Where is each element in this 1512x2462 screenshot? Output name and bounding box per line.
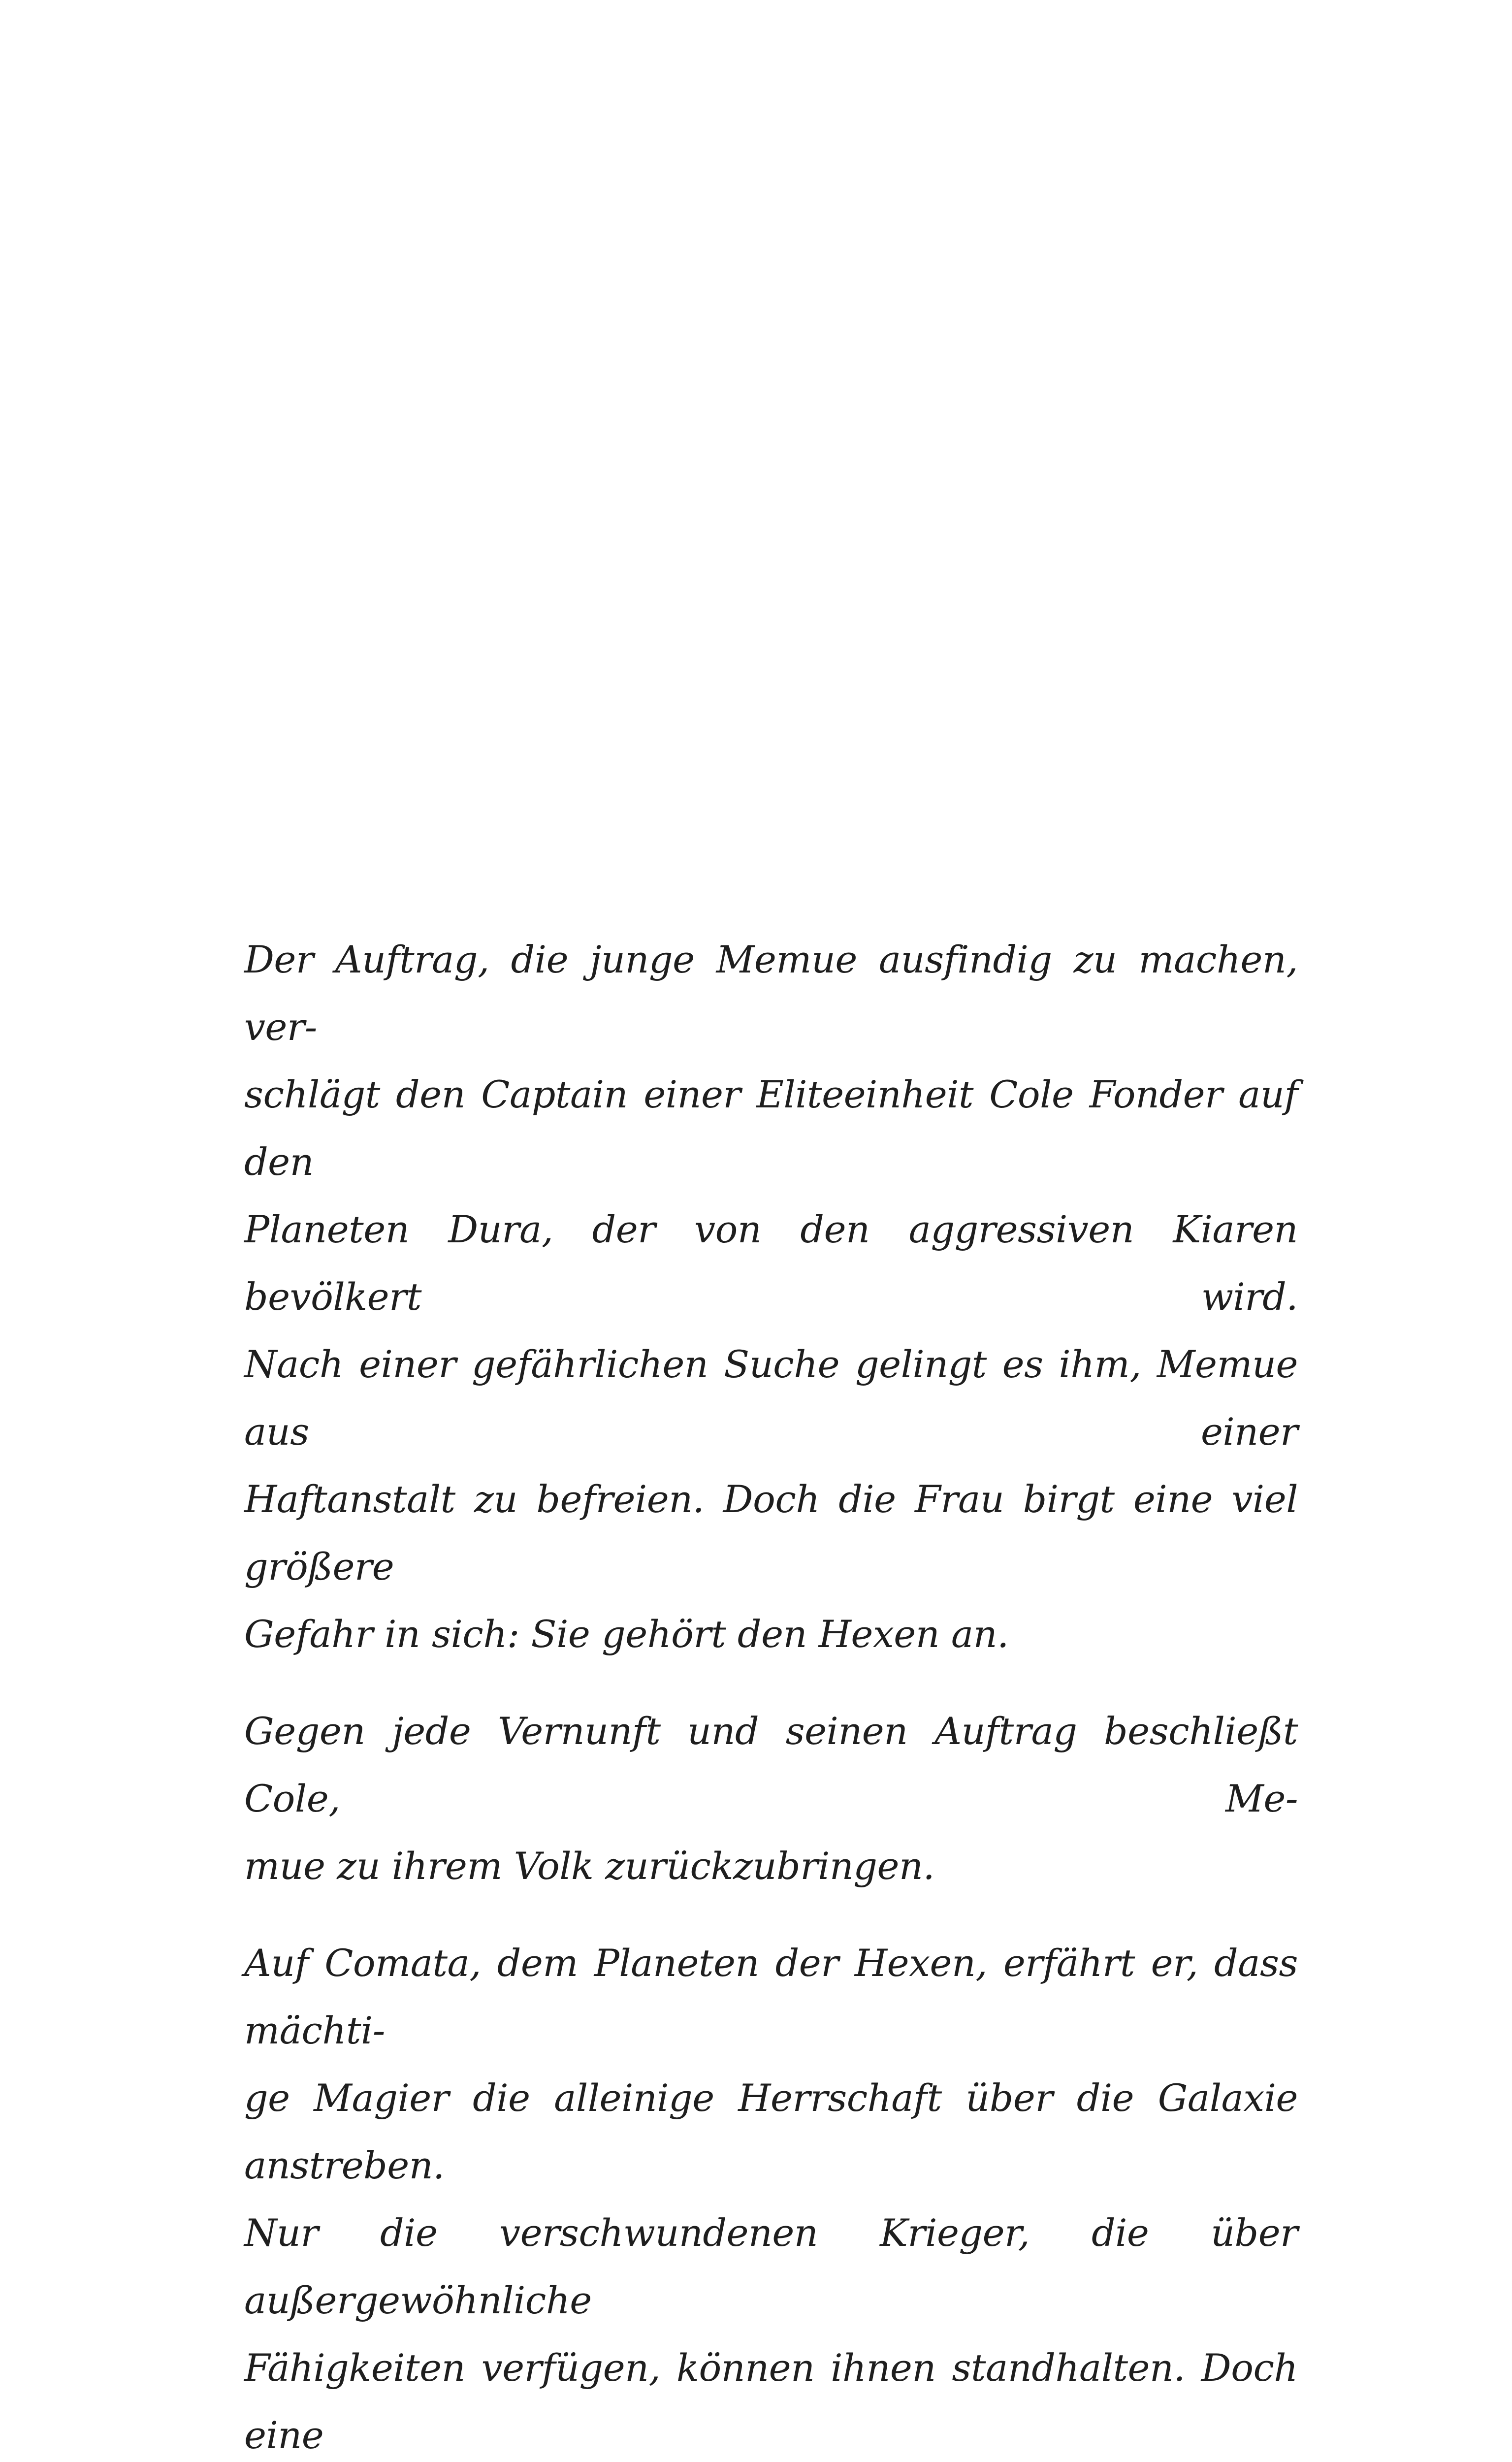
text-line: schlägt den Captain einer Eliteeinheit Cole Fonder auf den bbox=[244, 1072, 1298, 1184]
text-line: Fähigkeiten verfügen, können ihnen standhalten. Doch eine bbox=[244, 2346, 1298, 2457]
text-line: Gefahr in sich: Sie gehört den Hexen an. bbox=[244, 1612, 1009, 1656]
text-line: ge Magier die alleinige Herrschaft über die Galaxie anstreben. bbox=[244, 2076, 1298, 2187]
text-line: Haftanstalt zu befreien. Doch die Frau birgt eine viel größere bbox=[244, 1477, 1298, 1588]
text-line: Nur die verschwundenen Krieger, die über außergewöhnliche bbox=[244, 2211, 1298, 2322]
text-line: Auf Comata, dem Planeten der Hexen, erfährt er, dass mächti- bbox=[244, 1941, 1298, 2052]
paragraph-1 bbox=[244, 926, 1298, 1668]
text-line: Der Auftrag, die junge Memue ausfindig zu machen, ver- bbox=[244, 938, 1298, 1049]
text-line: mue zu ihrem Volk zurückzubringen. bbox=[244, 1844, 935, 1888]
blurb-text bbox=[244, 926, 1298, 2462]
text-line: Nach einer gefährlichen Suche gelingt es ihm, Memue aus einer bbox=[244, 1342, 1298, 1454]
text-line: Gegen jede Vernunft und seinen Auftrag beschließt Cole, Me- bbox=[244, 1709, 1298, 1820]
text-line: Planeten Dura, der von den aggressiven Kiaren bevölkert wird. bbox=[244, 1207, 1298, 1319]
paragraph-3 bbox=[244, 1929, 1298, 2462]
paragraph-2 bbox=[244, 1697, 1298, 1900]
